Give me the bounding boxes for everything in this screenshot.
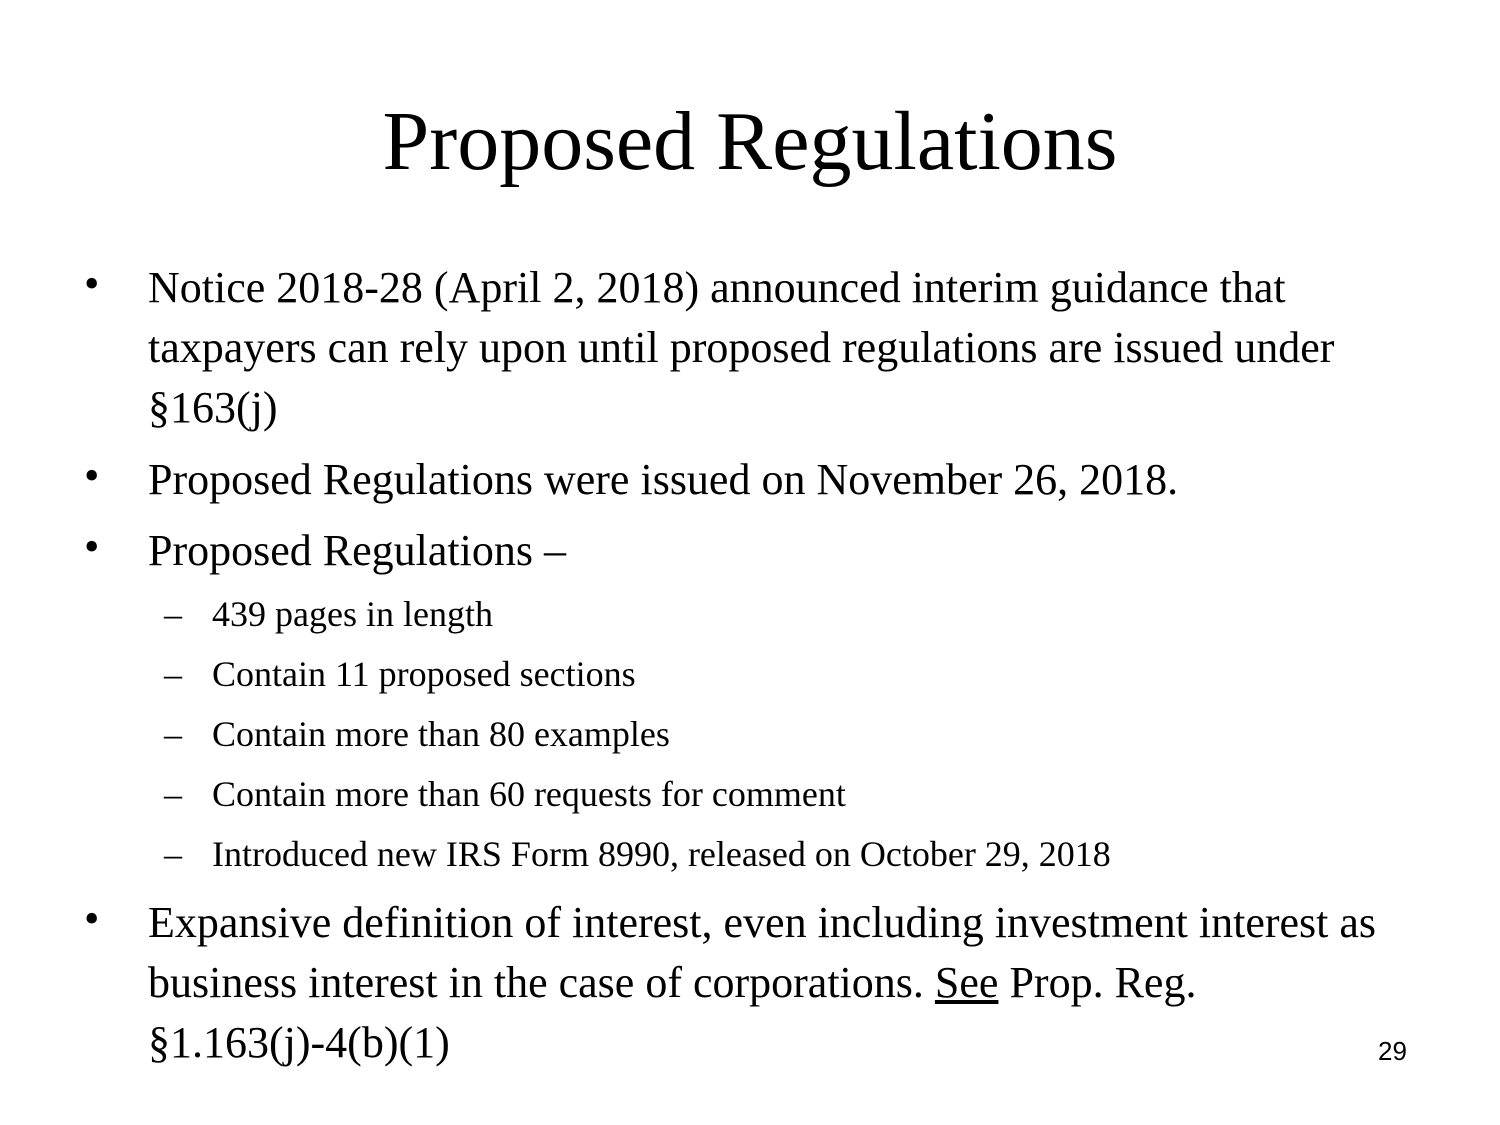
bullet-text-part: Expansive definition of interest, even including investment interest as business interest in the case of corporations. bbox=[148, 898, 1377, 1007]
sub-marker: – bbox=[164, 774, 182, 814]
sub-text: 439 pages in length bbox=[212, 594, 493, 634]
bullet-marker: • bbox=[84, 522, 100, 571]
sub-marker: – bbox=[164, 714, 182, 754]
bullet-text-part: Prop. Reg. §1.163(j)-4(b)(1) bbox=[148, 958, 1197, 1067]
sub-marker: – bbox=[164, 834, 182, 874]
bullet-marker: • bbox=[84, 451, 100, 500]
sub-text: Introduced new IRS Form 8990, released on October 29, 2018 bbox=[212, 834, 1111, 874]
see-reference: See bbox=[934, 958, 999, 1007]
bullet-text: Notice 2018-28 (April 2, 2018) announced interim guidance that taxpayers can rely upon until proposed regulations are issued under §163(j) bbox=[148, 263, 1335, 432]
sub-marker: – bbox=[164, 654, 182, 694]
sub-marker: – bbox=[164, 594, 182, 634]
page-number: 29 bbox=[1378, 1036, 1407, 1066]
sub-text: Contain more than 80 examples bbox=[212, 714, 670, 754]
sub-text: Contain more than 60 requests for comment bbox=[212, 774, 846, 814]
sub-text: Contain 11 proposed sections bbox=[212, 654, 636, 694]
bullet-marker: • bbox=[84, 259, 100, 308]
bullet-text bbox=[148, 893, 1378, 1073]
bullet-marker: • bbox=[84, 894, 100, 943]
slide-title: Proposed Regulations bbox=[382, 95, 1118, 188]
bullet-text: Proposed Regulations were issued on November 26, 2018. bbox=[148, 455, 1179, 504]
bullet-text: Proposed Regulations – bbox=[148, 526, 566, 575]
